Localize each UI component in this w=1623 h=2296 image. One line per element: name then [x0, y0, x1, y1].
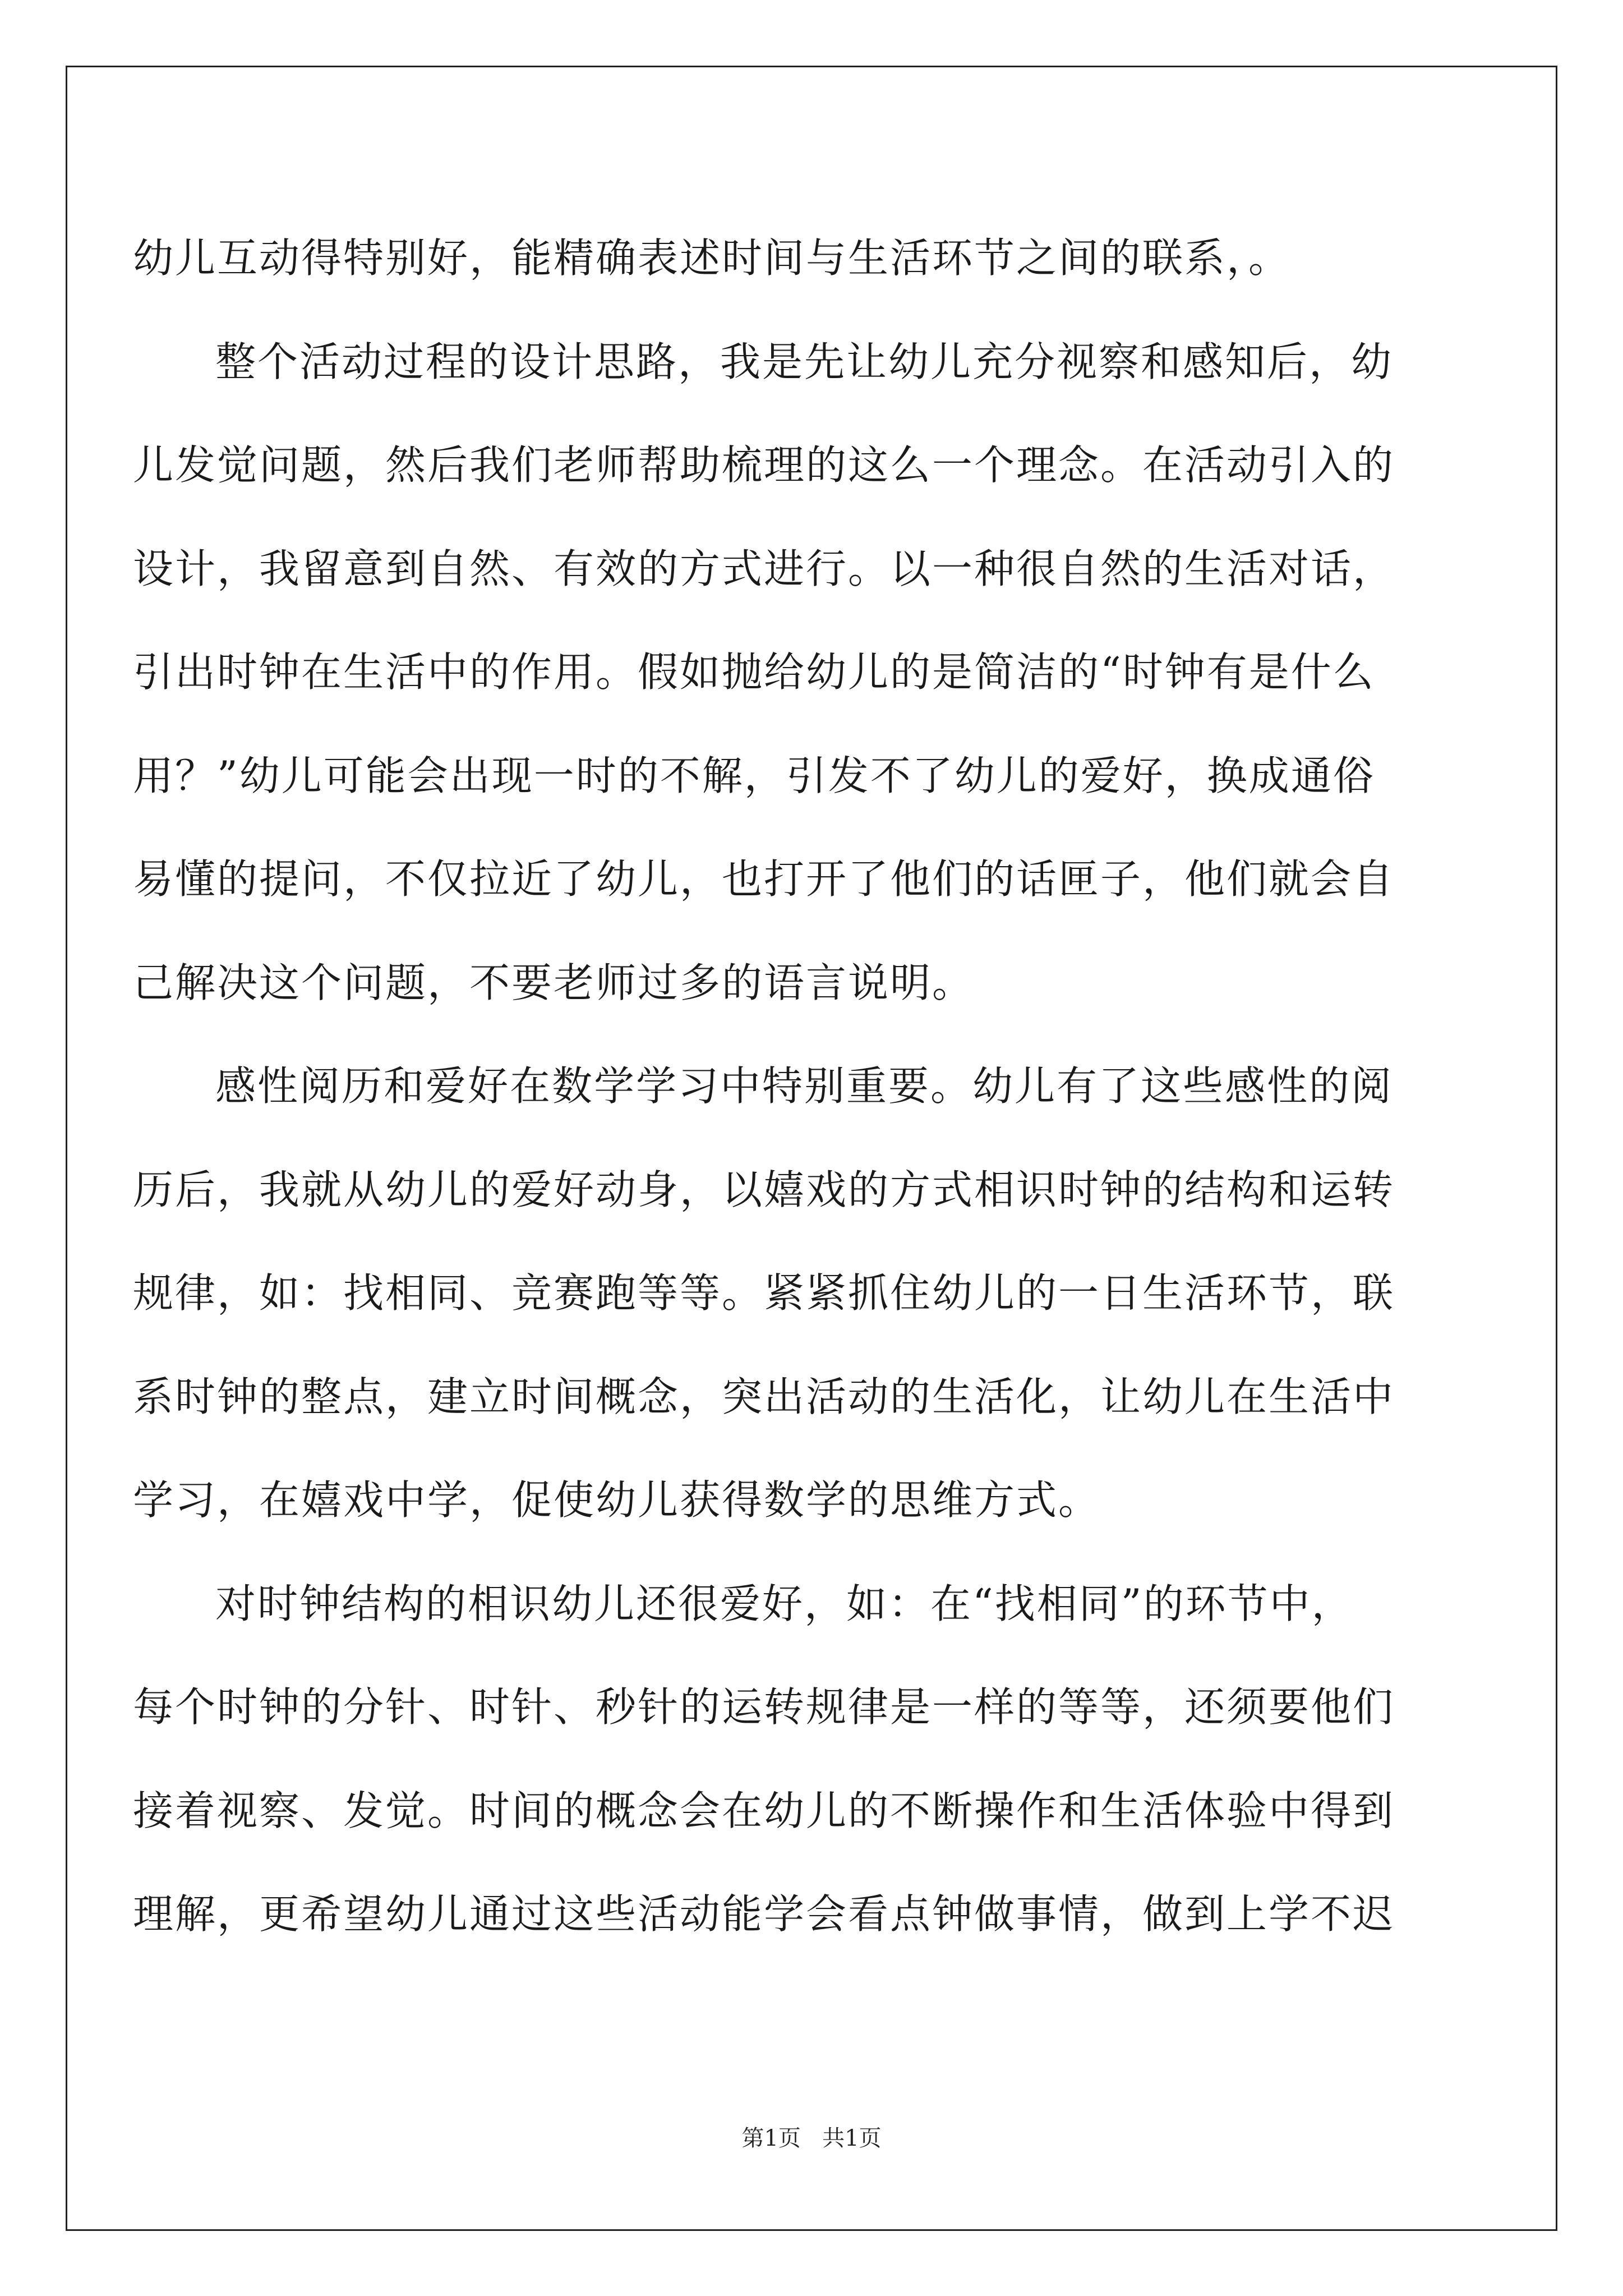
text-line: 易懂的提问，不仅拉近了幼儿，也打开了他们的话匣子，他们就会自	[133, 855, 1395, 903]
text-line: 接着视察、发觉。时间的概念会在幼儿的不断操作和生活体验中得到	[133, 1787, 1395, 1834]
paragraph-3	[133, 1034, 1490, 1552]
text-line: 理解，更希望幼儿通过这些活动能学会看点钟做事情，做到上学不迟	[133, 1890, 1395, 1938]
footer-spacer	[801, 2125, 822, 2151]
document-body	[133, 206, 1490, 1966]
text-line: 感性阅历和爱好在数学学习中特别重要。幼儿有了这些感性的阅	[215, 1062, 1394, 1110]
paragraph-1	[133, 206, 1490, 310]
paragraph-2	[133, 310, 1490, 1035]
page-total: 共1页	[822, 2125, 882, 2151]
paragraph-4	[133, 1552, 1490, 1966]
text-line: 己解决这个问题，不要老师过多的语言说明。	[133, 959, 975, 1006]
text-line: 学习，在嬉戏中学，促使幼儿获得数学的思维方式。	[133, 1476, 1101, 1524]
text-line: 历后，我就从幼儿的爱好动身，以嬉戏的方式相识时钟的结构和运转	[133, 1166, 1395, 1213]
text-line: 整个活动过程的设计思路，我是先让幼儿充分视察和感知后，幼	[215, 338, 1394, 385]
text-line: 引出时钟在生活中的作用。假如抛给幼儿的是简洁的“时钟有是什么	[133, 648, 1375, 696]
text-line: 用？”幼儿可能会出现一时的不解，引发不了幼儿的爱好，换成通俗	[133, 752, 1375, 799]
text-line: 儿发觉问题，然后我们老师帮助梳理的这么一个理念。在活动引入的	[133, 441, 1395, 489]
page-number: 第1页	[741, 2125, 801, 2151]
text-line: 设计，我留意到自然、有效的方式进行。以一种很自然的生活对话，	[133, 545, 1395, 592]
text-line: 幼儿互动得特别好，能精确表述时间与生活环节之间的联系，。	[133, 234, 1291, 282]
page-footer	[0, 2120, 1623, 2152]
text-line: 规律，如：找相同、竞赛跑等等。紧紧抓住幼儿的一日生活环节，联	[133, 1269, 1395, 1317]
text-line: 每个时钟的分针、时针、秒针的运转规律是一样的等等，还须要他们	[133, 1683, 1395, 1731]
text-line: 系时钟的整点，建立时间概念，突出活动的生活化，让幼儿在生活中	[133, 1373, 1395, 1420]
text-line: 对时钟结构的相识幼儿还很爱好，如：在“找相同”的环节中，	[215, 1580, 1354, 1627]
